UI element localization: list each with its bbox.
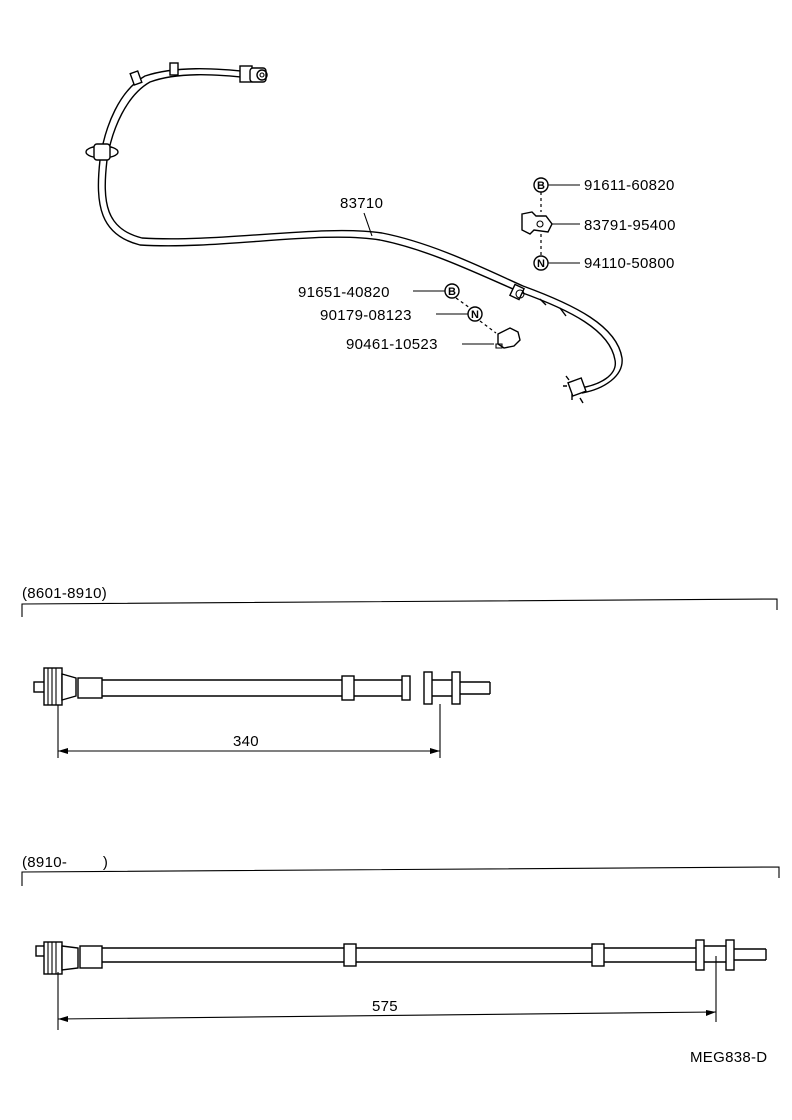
bolt-symbol-2-letter: B xyxy=(448,286,456,298)
part-clamp-90461: 90461-10523 xyxy=(346,336,438,353)
transmission-end-connector xyxy=(563,376,586,403)
cable-clamp-part xyxy=(496,328,520,348)
variant-2-cable xyxy=(36,940,766,974)
variant-1-cable xyxy=(34,668,490,705)
variant-1-bracket xyxy=(22,599,777,617)
meter-end-connector xyxy=(240,66,267,82)
nut-symbol-2-letter: N xyxy=(471,309,479,321)
main-cable-leader xyxy=(364,213,372,236)
variant-1-dimension-value: 340 xyxy=(233,733,259,750)
bracket-parts-group xyxy=(522,177,676,272)
variant-2-dimension xyxy=(58,956,716,1030)
nut-symbol-letter: N xyxy=(537,258,545,270)
variant-1-dimension xyxy=(58,704,440,758)
main-cable-part-number: 83710 xyxy=(340,195,384,212)
part-bolt-91611: 91611-60820 xyxy=(584,177,675,194)
variant-2-dimension-value: 575 xyxy=(372,998,398,1015)
part-nut-90179: 90179-08123 xyxy=(320,307,412,324)
variant-1-range-label: (8601-8910) xyxy=(22,585,108,602)
part-nut-94110: 94110-50800 xyxy=(584,255,675,272)
variant-2-section xyxy=(22,854,779,1030)
part-bracket-83791: 83791-95400 xyxy=(584,217,676,234)
cable-grommet xyxy=(86,144,118,160)
part-bolt-91651: 91651-40820 xyxy=(298,284,390,301)
diagram-code: MEG838-D xyxy=(690,1049,768,1066)
bolt-symbol-letter: B xyxy=(537,180,545,192)
variant-2-range-label: (8910- ) xyxy=(22,854,109,871)
clamp-parts-group xyxy=(298,284,520,353)
variant-2-bracket xyxy=(22,867,779,886)
cable-bracket xyxy=(522,212,552,234)
variant-1-section xyxy=(22,585,777,758)
